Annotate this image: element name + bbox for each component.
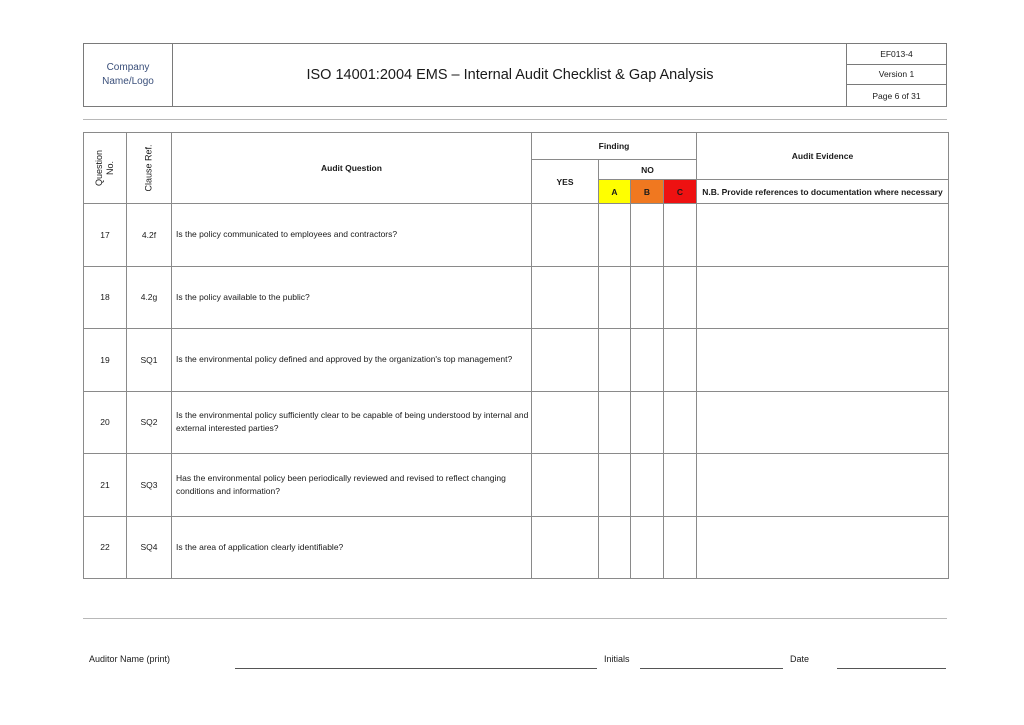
yes-cell[interactable] (532, 516, 599, 579)
clause-ref: SQ2 (127, 391, 172, 454)
yes-cell[interactable] (532, 266, 599, 329)
header-rating-c: C (664, 180, 697, 204)
document-header (83, 43, 947, 107)
evidence-cell[interactable] (697, 266, 949, 329)
rating-b-cell[interactable] (631, 516, 664, 579)
question-number: 19 (84, 329, 127, 392)
header-audit-evidence: Audit Evidence (697, 133, 949, 180)
audit-question: Is the area of application clearly identifiable? (172, 516, 532, 579)
rating-a-cell[interactable] (599, 454, 631, 517)
audit-checklist-table (83, 132, 949, 579)
document-meta (846, 44, 946, 106)
table-row (84, 516, 949, 579)
question-number: 20 (84, 391, 127, 454)
rating-c-cell[interactable] (664, 329, 697, 392)
evidence-cell[interactable] (697, 329, 949, 392)
rating-a-cell[interactable] (599, 329, 631, 392)
footer-divider (83, 618, 947, 619)
rating-b-cell[interactable] (631, 266, 664, 329)
document-title: ISO 14001:2004 EMS – Internal Audit Checklist & Gap Analysis (306, 67, 714, 83)
rating-a-cell[interactable] (599, 516, 631, 579)
header-rating-b: B (631, 180, 664, 204)
auditor-signoff (89, 654, 949, 674)
page-number: Page 6 of 31 (872, 90, 921, 101)
rating-b-cell[interactable] (631, 204, 664, 267)
question-number: 17 (84, 204, 127, 267)
yes-cell[interactable] (532, 454, 599, 517)
rating-b-cell[interactable] (631, 454, 664, 517)
rating-b-cell[interactable] (631, 329, 664, 392)
table-row (84, 391, 949, 454)
table-row (84, 266, 949, 329)
evidence-cell[interactable] (697, 204, 949, 267)
yes-cell[interactable] (532, 391, 599, 454)
date-label: Date (790, 654, 810, 664)
header-question-no: Question No. (84, 133, 127, 204)
auditor-name-field[interactable] (235, 668, 597, 669)
auditor-name-label: Auditor Name (print) (89, 654, 171, 664)
rating-c-cell[interactable] (664, 516, 697, 579)
rating-a-cell[interactable] (599, 391, 631, 454)
header-clause-ref: Clause Ref. (127, 133, 172, 204)
table-row (84, 329, 949, 392)
rating-c-cell[interactable] (664, 266, 697, 329)
audit-question: Is the environmental policy sufficiently clear to be capable of being understood by internal and external interested parties? (172, 391, 532, 454)
audit-question: Is the environmental policy defined and approved by the organization's top management? (172, 329, 532, 392)
header-finding: Finding (532, 133, 697, 160)
initials-label: Initials (604, 654, 630, 664)
rating-c-cell[interactable] (664, 454, 697, 517)
rating-a-cell[interactable] (599, 266, 631, 329)
rating-c-cell[interactable] (664, 204, 697, 267)
evidence-cell[interactable] (697, 454, 949, 517)
header-rating-a: A (599, 180, 631, 204)
header-evidence-note: N.B. Provide references to documentation where necessary (697, 180, 949, 204)
question-number: 21 (84, 454, 127, 517)
rating-b-cell[interactable] (631, 391, 664, 454)
question-number: 22 (84, 516, 127, 579)
company-logo-placeholder: Company Name/Logo (84, 44, 173, 106)
evidence-cell[interactable] (697, 391, 949, 454)
yes-cell[interactable] (532, 204, 599, 267)
date-field[interactable] (837, 668, 946, 669)
clause-ref: SQ3 (127, 454, 172, 517)
question-number: 18 (84, 266, 127, 329)
doc-code: EF013-4 (847, 44, 946, 65)
rating-c-cell[interactable] (664, 391, 697, 454)
header-divider (83, 119, 947, 120)
initials-field[interactable] (640, 668, 783, 669)
doc-version: Version 1 (847, 65, 946, 86)
table-row (84, 454, 949, 517)
audit-question: Has the environmental policy been periodically reviewed and revised to reflect changing conditions and information? (172, 454, 532, 517)
evidence-cell[interactable] (697, 516, 949, 579)
table-row (84, 204, 949, 267)
clause-ref: 4.2g (127, 266, 172, 329)
rating-a-cell[interactable] (599, 204, 631, 267)
yes-cell[interactable] (532, 329, 599, 392)
header-no: NO (599, 160, 697, 180)
audit-question: Is the policy available to the public? (172, 266, 532, 329)
audit-question: Is the policy communicated to employees and contractors? (172, 204, 532, 267)
header-yes: YES (532, 160, 599, 204)
clause-ref: SQ1 (127, 329, 172, 392)
clause-ref: SQ4 (127, 516, 172, 579)
clause-ref: 4.2f (127, 204, 172, 267)
header-audit-question: Audit Question (172, 133, 532, 204)
